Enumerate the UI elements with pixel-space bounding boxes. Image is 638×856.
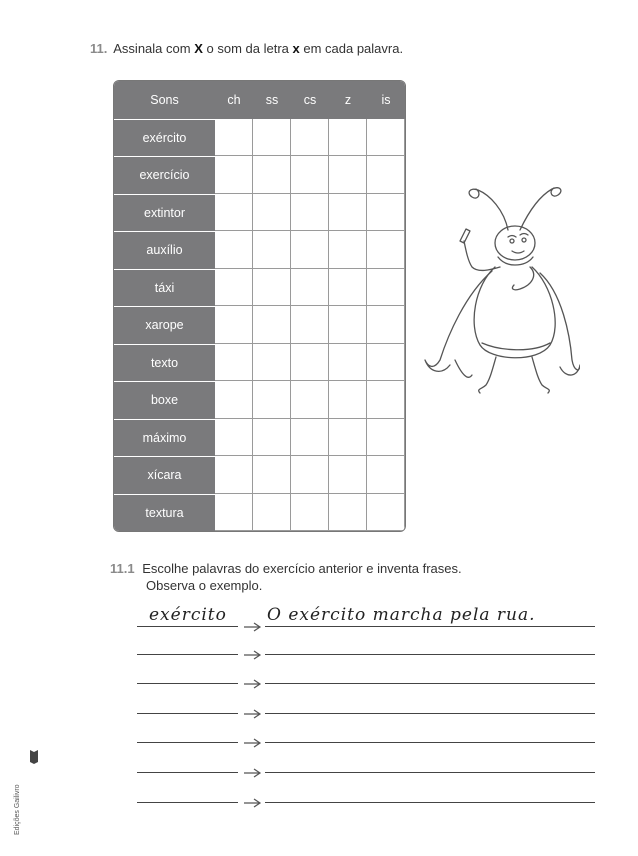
example-sentence: O exército marcha pela rua. <box>267 605 536 625</box>
answer-line-row[interactable] <box>137 694 597 714</box>
subquestion-number: 11.1 <box>110 561 135 576</box>
subquestion-11-1-title <box>110 560 462 578</box>
word-line[interactable] <box>137 802 238 803</box>
answer-cell[interactable] <box>253 306 291 343</box>
sentence-line[interactable] <box>265 654 595 655</box>
sentence-line[interactable] <box>265 742 595 743</box>
bug-character-illustration <box>420 175 580 400</box>
answer-cell[interactable] <box>367 119 405 156</box>
answer-cell[interactable] <box>291 456 329 493</box>
answer-line-row[interactable] <box>137 753 597 773</box>
question-11-title <box>90 41 403 56</box>
row-label: exército <box>114 119 215 156</box>
answer-cell[interactable] <box>329 344 367 381</box>
answer-cell[interactable] <box>329 494 367 531</box>
answer-cell[interactable] <box>329 156 367 193</box>
sentence-line[interactable] <box>265 772 595 773</box>
word-line[interactable] <box>137 683 238 684</box>
answer-cell[interactable] <box>367 456 405 493</box>
answer-cell[interactable] <box>367 156 405 193</box>
answer-cell[interactable] <box>367 344 405 381</box>
answer-cell[interactable] <box>329 419 367 456</box>
answer-cell[interactable] <box>253 156 291 193</box>
answer-cell[interactable] <box>291 381 329 418</box>
answer-cell[interactable] <box>367 494 405 531</box>
column-header-is: is <box>381 93 391 107</box>
answer-cell[interactable] <box>291 344 329 381</box>
sentence-line[interactable] <box>265 683 595 684</box>
question-number: 11. <box>90 41 108 56</box>
row-label: extintor <box>114 194 215 231</box>
answer-cell[interactable] <box>253 119 291 156</box>
question-mark-x: X <box>194 41 203 56</box>
word-line[interactable] <box>137 713 238 714</box>
question-letter: x <box>292 41 300 56</box>
question-text-after: em cada palavra. <box>303 41 404 56</box>
answer-cell[interactable] <box>215 494 253 531</box>
answer-cell[interactable] <box>367 269 405 306</box>
column-header-ch: ch <box>227 93 241 107</box>
sentence-line[interactable] <box>265 802 595 803</box>
answer-cell[interactable] <box>253 344 291 381</box>
answer-line-row[interactable] <box>137 635 597 655</box>
answer-cell[interactable] <box>291 419 329 456</box>
row-label: xarope <box>114 306 215 343</box>
answer-cell[interactable] <box>253 494 291 531</box>
answer-line-row[interactable] <box>137 723 597 743</box>
answer-cell[interactable] <box>291 269 329 306</box>
row-label: xícara <box>114 456 215 493</box>
row-label: máximo <box>114 419 215 456</box>
word-line <box>137 626 238 627</box>
answer-cell[interactable] <box>253 381 291 418</box>
arrow-right-icon <box>244 679 262 689</box>
word-column <box>114 119 215 531</box>
answer-cell[interactable] <box>291 231 329 268</box>
answer-cell[interactable] <box>253 419 291 456</box>
example-line-row <box>137 607 597 627</box>
answer-cell[interactable] <box>367 419 405 456</box>
answer-cell[interactable] <box>291 119 329 156</box>
table-header-row <box>114 81 405 119</box>
question-text-before: Assinala com <box>113 41 191 56</box>
answer-cell[interactable] <box>253 456 291 493</box>
answer-cell[interactable] <box>329 456 367 493</box>
answer-cell[interactable] <box>215 231 253 268</box>
arrow-right-icon <box>244 768 262 778</box>
answer-cell[interactable] <box>215 419 253 456</box>
answer-cell[interactable] <box>215 119 253 156</box>
answer-cell[interactable] <box>329 231 367 268</box>
answer-cell[interactable] <box>291 156 329 193</box>
word-line[interactable] <box>137 742 238 743</box>
answer-line-row[interactable] <box>137 783 597 803</box>
column-header-ss: ss <box>265 93 279 107</box>
table-header-sons: Sons <box>150 93 179 107</box>
column-header-cs: cs <box>303 93 317 107</box>
row-label: exercício <box>114 156 215 193</box>
answer-cell[interactable] <box>253 194 291 231</box>
pencil-icon <box>460 229 470 243</box>
answer-cell[interactable] <box>291 306 329 343</box>
answer-cell[interactable] <box>329 306 367 343</box>
answer-cell[interactable] <box>367 306 405 343</box>
arrow-right-icon <box>244 622 262 632</box>
answer-cell[interactable] <box>215 306 253 343</box>
subquestion-line1: Escolhe palavras do exercício anterior e inventa frases. <box>142 561 462 576</box>
answer-cell[interactable] <box>215 156 253 193</box>
word-line[interactable] <box>137 772 238 773</box>
row-label: táxi <box>114 269 215 306</box>
answer-cell[interactable] <box>367 231 405 268</box>
column-header-z: z <box>344 93 352 107</box>
answer-cell[interactable] <box>253 269 291 306</box>
answer-cell[interactable] <box>253 231 291 268</box>
row-label: texto <box>114 344 215 381</box>
publisher-label: Edições Gailivro <box>14 784 21 835</box>
answer-cell[interactable] <box>215 381 253 418</box>
answer-cell[interactable] <box>215 344 253 381</box>
arrow-right-icon <box>244 709 262 719</box>
publisher-logo-icon <box>29 748 39 764</box>
answer-cell[interactable] <box>329 194 367 231</box>
sounds-table <box>113 80 406 532</box>
answer-cell[interactable] <box>367 381 405 418</box>
question-text-middle: o som da letra <box>206 41 289 56</box>
answer-cell[interactable] <box>367 194 405 231</box>
answer-cell[interactable] <box>329 269 367 306</box>
row-label: textura <box>114 494 215 531</box>
example-word: exército <box>149 605 227 625</box>
answer-cell[interactable] <box>215 269 253 306</box>
answer-cell[interactable] <box>215 194 253 231</box>
arrow-right-icon <box>244 650 262 660</box>
answer-line-row[interactable] <box>137 664 597 684</box>
answer-cell[interactable] <box>291 494 329 531</box>
arrow-right-icon <box>244 798 262 808</box>
subquestion-line2: Observa o exemplo. <box>146 578 263 593</box>
word-line[interactable] <box>137 654 238 655</box>
answer-cell[interactable] <box>329 381 367 418</box>
answer-cell[interactable] <box>215 456 253 493</box>
answer-cell[interactable] <box>329 119 367 156</box>
answer-cell[interactable] <box>291 194 329 231</box>
sentence-line[interactable] <box>265 713 595 714</box>
arrow-right-icon <box>244 738 262 748</box>
row-label: boxe <box>114 381 215 418</box>
row-label: auxílio <box>114 231 215 268</box>
sentence-line <box>265 626 595 627</box>
